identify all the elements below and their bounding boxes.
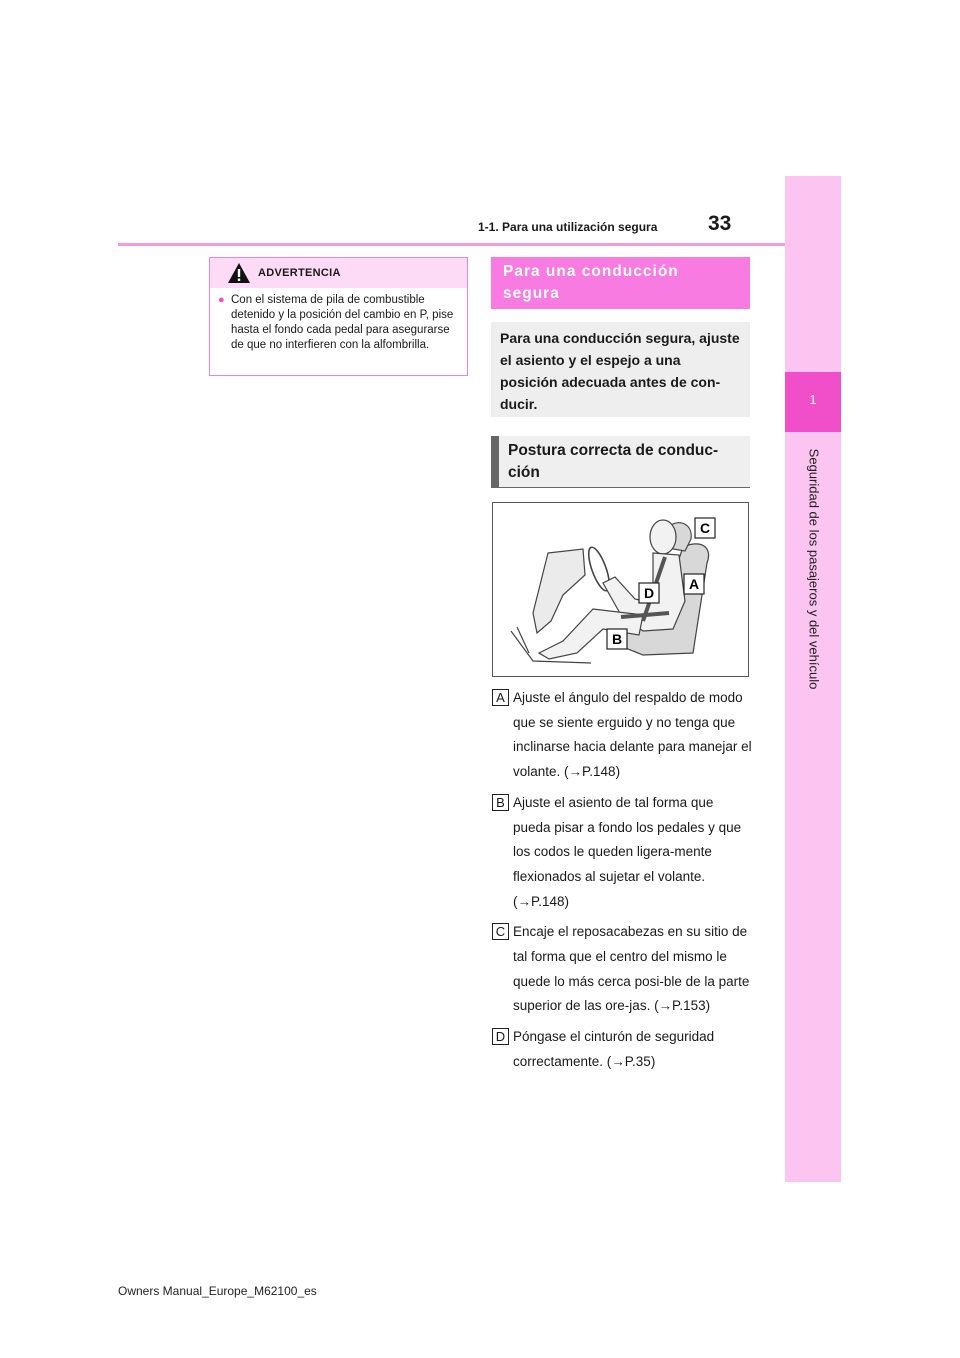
warning-title: ADVERTENCIA	[258, 267, 341, 279]
instruction-item-a	[492, 686, 752, 785]
heading-driving-posture: Postura correcta de conduc-ción	[491, 436, 750, 488]
driving-posture-illustration	[493, 503, 748, 676]
warning-body	[210, 288, 467, 353]
header-rule	[118, 243, 785, 246]
warning-box	[209, 257, 468, 376]
item-letter-c: C	[492, 923, 509, 940]
footer-document-id: Owners Manual_Europe_M62100_es	[118, 1284, 317, 1298]
item-text-d: Póngase el cinturón de seguridad correctamente. (→P.35)	[513, 1029, 715, 1069]
warning-text: Con el sistema de pila de combustible detenido y la posición del cambio en P, pise hasta el fondo cada pedal para asegurarse de que no interfieren con la alfombrilla.	[231, 294, 454, 351]
item-text-b: Ajuste el asiento de tal forma que pueda pisar a fondo los pedales y que los codos le queden ligera-mente flexionados al sujetar el volante. (→P.148)	[513, 794, 742, 909]
figure-label-d: D	[643, 585, 655, 601]
section-header: 1-1. Para una utilización segura	[478, 220, 658, 234]
item-text-a: Ajuste el ángulo del respaldo de modo que se siente erguido y no tenga que inclinarse hacia delante para manejar el volante. (→P.148)	[513, 690, 752, 780]
warning-header	[210, 258, 467, 288]
warning-triangle-icon	[227, 262, 251, 284]
instruction-item-b	[492, 791, 752, 915]
item-text-c: Encaje el reposacabezas en su sitio de tal forma que el centro del mismo le quede lo más cerca posi-ble de la parte superior de las ore-jas. (→P.153)	[513, 924, 750, 1014]
figure-label-a: A	[688, 576, 700, 592]
chapter-number: 1	[809, 392, 817, 407]
figure-label-b: B	[611, 631, 623, 647]
intro-text: Para una conducción segura, ajuste el asiento y el espejo a una posición adecuada antes de con-ducir.	[491, 322, 750, 417]
bullet-icon: ●	[218, 294, 225, 306]
item-letter-b: B	[492, 794, 509, 811]
chapter-title-text: Seguridad de los pasajeros y del vehículo	[806, 448, 822, 690]
item-letter-d: D	[492, 1028, 509, 1045]
chapter-title-vertical	[808, 438, 820, 700]
heading-safe-driving: Para una conducción segura	[491, 257, 750, 309]
instruction-item-d	[492, 1025, 752, 1074]
driving-posture-figure	[492, 502, 749, 677]
page-number: 33	[708, 212, 732, 235]
instruction-item-c	[492, 920, 752, 1019]
posture-instructions	[492, 686, 752, 1081]
item-letter-a: A	[492, 689, 509, 706]
figure-label-c: C	[699, 520, 711, 536]
